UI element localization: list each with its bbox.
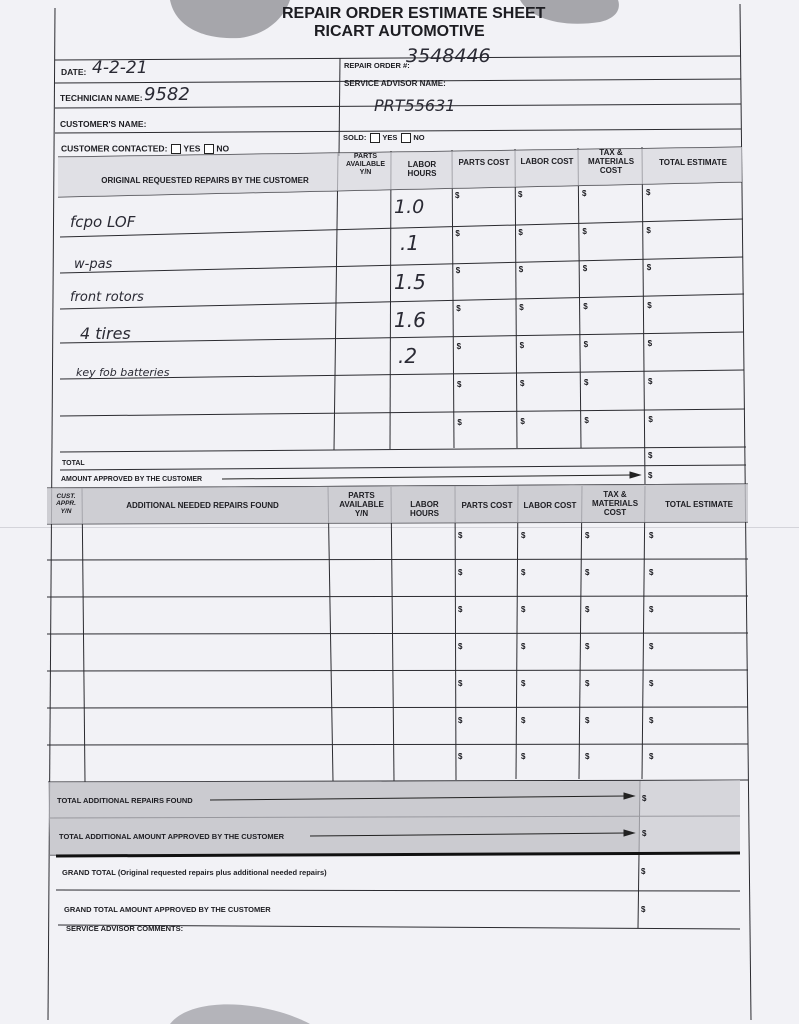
dollar-sign: $: [646, 226, 651, 235]
dollar-sign: $: [584, 416, 589, 425]
dollar-sign: $: [582, 189, 587, 198]
labor-hours-2[interactable]: .1: [400, 231, 420, 255]
dollar-sign: $: [641, 905, 646, 914]
dollar-sign: $: [641, 867, 646, 876]
dollar-sign: $: [585, 752, 590, 761]
service-advisor-label: SERVICE ADVISOR NAME:: [344, 79, 446, 88]
header-additional-repairs: ADDITIONAL NEEDED REPAIRS FOUND: [126, 501, 279, 510]
dollar-sign: $: [458, 642, 463, 651]
dollar-sign: $: [585, 568, 590, 577]
grand-approved-label: GRAND TOTAL AMOUNT APPROVED BY THE CUSTOMER: [64, 905, 271, 914]
sold-yes-label: YES: [382, 132, 398, 142]
dollar-sign: $: [520, 379, 525, 388]
header-labor-cost-1: LABOR COST: [520, 157, 574, 166]
sold-label: [343, 133, 425, 143]
date-label: DATE:: [61, 67, 87, 77]
amount-approved-label: AMOUNT APPROVED BY THE CUSTOMER: [61, 476, 203, 483]
header-parts-available-1: PARTS AVAILABLE Y/N: [345, 153, 386, 177]
contacted-yes-checkbox[interactable]: [171, 144, 181, 154]
dollar-sign: $: [458, 679, 463, 688]
dollar-sign: $: [583, 340, 589, 349]
dollar-sign: $: [458, 568, 463, 577]
dollar-sign: $: [518, 190, 523, 199]
dollar-sign: $: [457, 380, 462, 389]
dollar-sign: $: [521, 605, 526, 614]
header-labor-cost-2: LABOR COST: [523, 501, 577, 510]
dollar-sign: $: [585, 642, 590, 651]
total-additional-approved-label: TOTAL ADDITIONAL AMOUNT APPROVED BY THE CUSTOMER: [59, 832, 285, 841]
dollar-sign: $: [649, 605, 654, 614]
dollar-sign: $: [585, 531, 590, 540]
dollar-sign: $: [585, 679, 590, 688]
dollar-sign: $: [457, 418, 462, 427]
form-title: REPAIR ORDER ESTIMATE SHEET: [282, 5, 546, 22]
header-tax-2: TAX & MATERIALS COST: [591, 490, 639, 518]
dollar-sign: $: [518, 265, 524, 274]
grand-total-label: GRAND TOTAL (Original requested repairs plus additional needed repairs): [62, 868, 327, 877]
sold-no-label: NO: [413, 132, 425, 142]
customer-name-label: CUSTOMER'S NAME:: [60, 119, 147, 129]
dollar-sign: $: [458, 716, 463, 725]
sold-no-checkbox[interactable]: [401, 133, 411, 143]
dollar-sign: $: [582, 227, 587, 236]
dollar-sign: $: [649, 716, 654, 725]
dollar-sign: $: [584, 378, 589, 387]
dollar-sign: $: [458, 605, 463, 614]
contacted-no-label: NO: [216, 143, 230, 154]
customer-contacted-label: [61, 144, 229, 154]
dollar-sign: $: [649, 531, 654, 540]
dollar-sign: $: [521, 531, 526, 540]
header-tax-1: TAX & MATERIALS COST: [587, 148, 635, 176]
contacted-no-checkbox[interactable]: [204, 144, 214, 154]
dollar-sign: $: [521, 752, 526, 761]
dollar-sign: $: [649, 679, 654, 688]
dollar-sign: $: [582, 264, 588, 273]
header-parts-cost-1: PARTS COST: [458, 158, 510, 167]
dollar-sign: $: [585, 605, 590, 614]
dollar-sign: $: [585, 716, 590, 725]
requested-repair-2[interactable]: w-pas: [74, 257, 113, 272]
dollar-sign: $: [519, 303, 524, 312]
dollar-sign: $: [646, 188, 651, 197]
header-cust-appr: CUST. APPR. Y/N: [56, 493, 76, 515]
requested-repair-3[interactable]: front rotors: [70, 290, 144, 305]
repair-order-label: REPAIR ORDER #:: [344, 61, 410, 70]
dollar-sign: $: [518, 228, 523, 237]
dollar-sign: $: [649, 642, 654, 651]
dollar-sign: $: [647, 339, 653, 348]
dollar-sign: $: [646, 263, 652, 272]
dollar-sign: $: [458, 752, 463, 761]
header-parts-cost-2: PARTS COST: [461, 501, 513, 510]
sold-yes-checkbox[interactable]: [370, 133, 380, 143]
dollar-sign: $: [521, 716, 526, 725]
dollar-sign: $: [642, 794, 647, 803]
requested-repair-5[interactable]: key fob batteries: [76, 366, 170, 379]
dollar-sign: $: [642, 829, 647, 838]
date-value[interactable]: 4-2-21: [92, 58, 148, 78]
technician-label: TECHNICIAN NAME:: [60, 93, 143, 103]
header-total-estimate-2: TOTAL ESTIMATE: [665, 500, 733, 509]
requested-repair-4[interactable]: 4 tires: [80, 324, 131, 343]
dollar-sign: $: [521, 568, 526, 577]
service-advisor-note[interactable]: PRT55631: [374, 96, 456, 115]
dollar-sign: $: [649, 568, 654, 577]
dollar-sign: $: [647, 301, 652, 310]
labor-hours-4[interactable]: 1.6: [394, 308, 426, 332]
dollar-sign: $: [520, 417, 525, 426]
dollar-sign: $: [519, 341, 525, 350]
labor-hours-5[interactable]: .2: [398, 344, 418, 368]
form-subtitle: RICART AUTOMOTIVE: [314, 23, 485, 40]
dollar-sign: $: [456, 304, 461, 313]
header-total-estimate-1: TOTAL ESTIMATE: [659, 158, 727, 167]
header-labor-hours-1: LABOR HOURS: [407, 160, 437, 179]
dollar-sign: $: [455, 191, 460, 200]
dollar-sign: $: [455, 229, 460, 238]
sold-text: SOLD:: [343, 132, 367, 142]
dollar-sign: $: [521, 679, 526, 688]
total-label: TOTAL: [62, 460, 85, 467]
dollar-sign: $: [648, 377, 653, 386]
header-requested-repairs: ORIGINAL REQUESTED REPAIRS BY THE CUSTOMER: [101, 176, 309, 185]
dollar-sign: $: [648, 451, 653, 460]
requested-repair-1[interactable]: fcpo LOF: [70, 213, 136, 231]
dollar-sign: $: [583, 302, 588, 311]
dollar-sign: $: [455, 266, 461, 275]
contacted-yes-label: YES: [183, 143, 201, 154]
dollar-sign: $: [521, 642, 526, 651]
advisor-comments-label: SERVICE ADVISOR COMMENTS:: [66, 924, 184, 933]
dollar-sign: $: [649, 752, 654, 761]
customer-contacted-text: CUSTOMER CONTACTED:: [61, 143, 168, 154]
labor-hours-3[interactable]: 1.5: [394, 270, 426, 294]
dollar-sign: $: [648, 415, 653, 424]
dollar-sign: $: [456, 342, 462, 351]
dollar-sign: $: [648, 471, 653, 480]
repair-order-value[interactable]: 3548446: [406, 45, 491, 67]
technician-value[interactable]: 9582: [144, 84, 190, 105]
header-labor-hours-2: LABOR HOURS: [410, 500, 439, 519]
header-parts-available-2: PARTS AVAILABLE Y/N: [339, 491, 384, 519]
dollar-sign: $: [458, 531, 463, 540]
total-additional-label: TOTAL ADDITIONAL REPAIRS FOUND: [57, 796, 193, 805]
labor-hours-1[interactable]: 1.0: [394, 196, 425, 218]
